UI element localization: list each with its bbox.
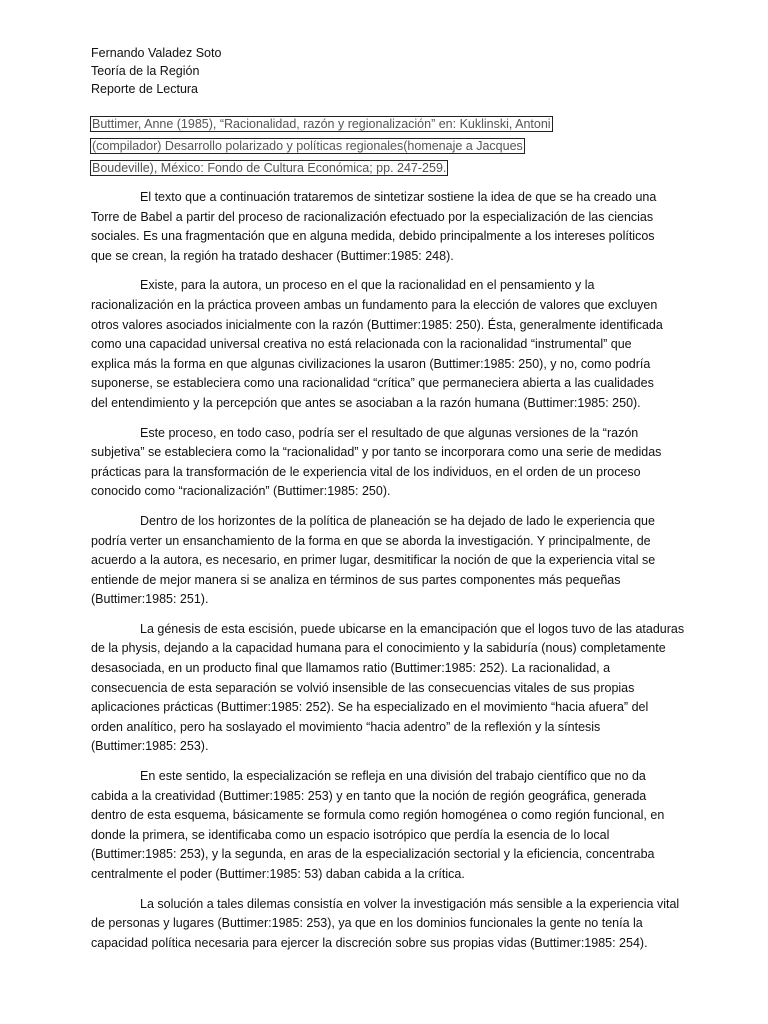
report-paragraph [91,767,675,885]
citation-line-text: Boudeville), México: Fondo de Cultura Económica; pp. 247-259. [92,161,447,175]
document-type: Reporte de Lectura [91,82,199,96]
paragraph-line: racionalización en la práctica proveen ambas un fundamento para la elección de valores que excluyen [91,297,658,312]
paragraph-line: conocido como “racionalización” (Buttimer:1985: 250). [91,484,391,499]
report-body [91,188,685,963]
paragraph-line: capacidad política necesaria para ejercer la discreción sobre sus propias vidas (Buttimer:1985: 254). [91,935,648,950]
paragraph-line: Existe, para la autora, un proceso en el que la racionalidad en el pensamiento y la [140,278,595,293]
paragraph-line: cabida a la creatividad (Buttimer:1985: 253) y en tanto que la noción de región geográfica, generada [91,788,647,803]
paragraph-line: consecuencia de esta separación se volvió insensible de las consecuencias vitales de sus propias [91,680,635,695]
paragraph-line: como una capacidad universal creativa no está relacionada con la racionalidad “instrumental” que [91,337,632,352]
paragraph-line: La solución a tales dilemas consistía en volver la investigación más sensible a la experiencia vital [140,896,680,911]
citation-line-text: (compilador) Desarrollo polarizado y políticas regionales(homenaje a Jacques [92,139,523,153]
course-name: Teoría de la Región [91,64,200,78]
paragraph-line: orden analítico, pero ha soslayado el movimiento “hacia adentro” de la reflexión y la síntesis [91,719,601,734]
paragraph-line: sociales. Es una fragmentación que en alguna medida, debido principalmente a los intereses políticos [91,229,655,244]
paragraph-line: prácticas para la transformación de le experiencia vital de los individuos, en el orden de un proceso [91,464,641,479]
citation-line-text: Buttimer, Anne (1985), “Racionalidad, razón y regionalización” en: Kuklinski, Antoni [92,117,551,131]
document-header [91,44,391,98]
citation-line [91,157,585,179]
paragraph-line: donde la primera, se identificaba como un espacio isotrópico que perdía la esencia de lo local [91,827,610,842]
paragraph-line: otros valores asociados inicialmente con la razón (Buttimer:1985: 250). Ésta, generalmente identificada [91,317,663,332]
paragraph-line: dentro de esta esquema, básicamente se formula como región homogénea o como región funcional, en [91,808,665,823]
paragraph-line: El texto que a continuación trataremos de sintetizar sostiene la idea de que se ha creado una [140,190,657,204]
paragraph-line: acuerdo a la autora, es necesario, en primer lugar, desmitificar la noción de que la experiencia vital se [91,553,656,568]
citation-line [91,113,585,135]
paragraph-line: explica más la forma en que algunas civilizaciones la usaron (Buttimer:1985: 250), y no, como podría [91,356,651,371]
paragraph-line: que se crean, la región ha tratado deshacer (Buttimer:1985: 248). [91,248,454,263]
report-paragraph [91,620,685,757]
paragraph-line: suponerse, se estableciera como una racionalidad “crítica” que permaneciera abierta a las cualidades [91,376,654,391]
paragraph-line: La génesis de esta escisión, puede ubicarse en la emancipación que el logos tuvo de las ataduras [140,621,685,636]
paragraph-line: aplicaciones prácticas (Buttimer:1985: 252). Se ha especializado en el movimiento “hacia afuera” del [91,700,649,715]
report-paragraph [91,895,680,954]
report-paragraph [91,424,675,502]
paragraph-line: centralmente el poder (Buttimer:1985: 53) daban cabida a la crítica. [91,867,465,881]
bibliographic-citation [91,113,585,179]
paragraph-line: del entendimiento y la percepción que antes se asociaban a la razón humana (Buttimer:1985: 250). [91,395,641,410]
report-paragraph [91,512,675,610]
paragraph-line: (Buttimer:1985: 253). [91,739,209,754]
paragraph-line: Torre de Babel a partir del proceso de racionalización efectuado por la especialización de las ciencias [91,209,654,224]
paragraph-line: Este proceso, en todo caso, podría ser el resultado de que algunas versiones de la “razón [140,425,639,440]
author-name: Fernando Valadez Soto [91,46,222,60]
paragraph-line: Dentro de los horizontes de la política de planeación se ha dejado de lado le experiencia que [140,513,655,528]
citation-line [91,135,585,157]
report-paragraph [91,188,675,266]
report-paragraph [91,276,675,413]
paragraph-line: subjetiva” se estableciera como la “racionalidad” y por tanto se incorporara como una serie de medidas [91,445,662,460]
paragraph-line: En este sentido, la especialización se refleja en una división del trabajo científico que no da [140,769,646,784]
paragraph-line: (Buttimer:1985: 251). [91,592,209,607]
paragraph-line: desasociada, en un producto final que llamamos ratio (Buttimer:1985: 252). La racionalidad, a [91,661,611,676]
paragraph-line: de personas y lugares (Buttimer:1985: 253), ya que en los dominios funcionales la gente no tenía la [91,916,643,931]
paragraph-line: de la physis, dejando a la capacidad humana para el conocimiento y la sabiduría (nous) completamente [91,641,666,656]
paragraph-line: podría verter un ensanchamiento de la forma en que se aborda la investigación. Y principalmente, de [91,533,651,548]
paragraph-line: (Buttimer:1985: 253), y la segunda, en aras de la especialización sectorial y la eficiencia, concentraba [91,847,655,862]
paragraph-line: entiende de mejor manera si se analiza en términos de sus partes componentes más pequeñas [91,572,621,587]
